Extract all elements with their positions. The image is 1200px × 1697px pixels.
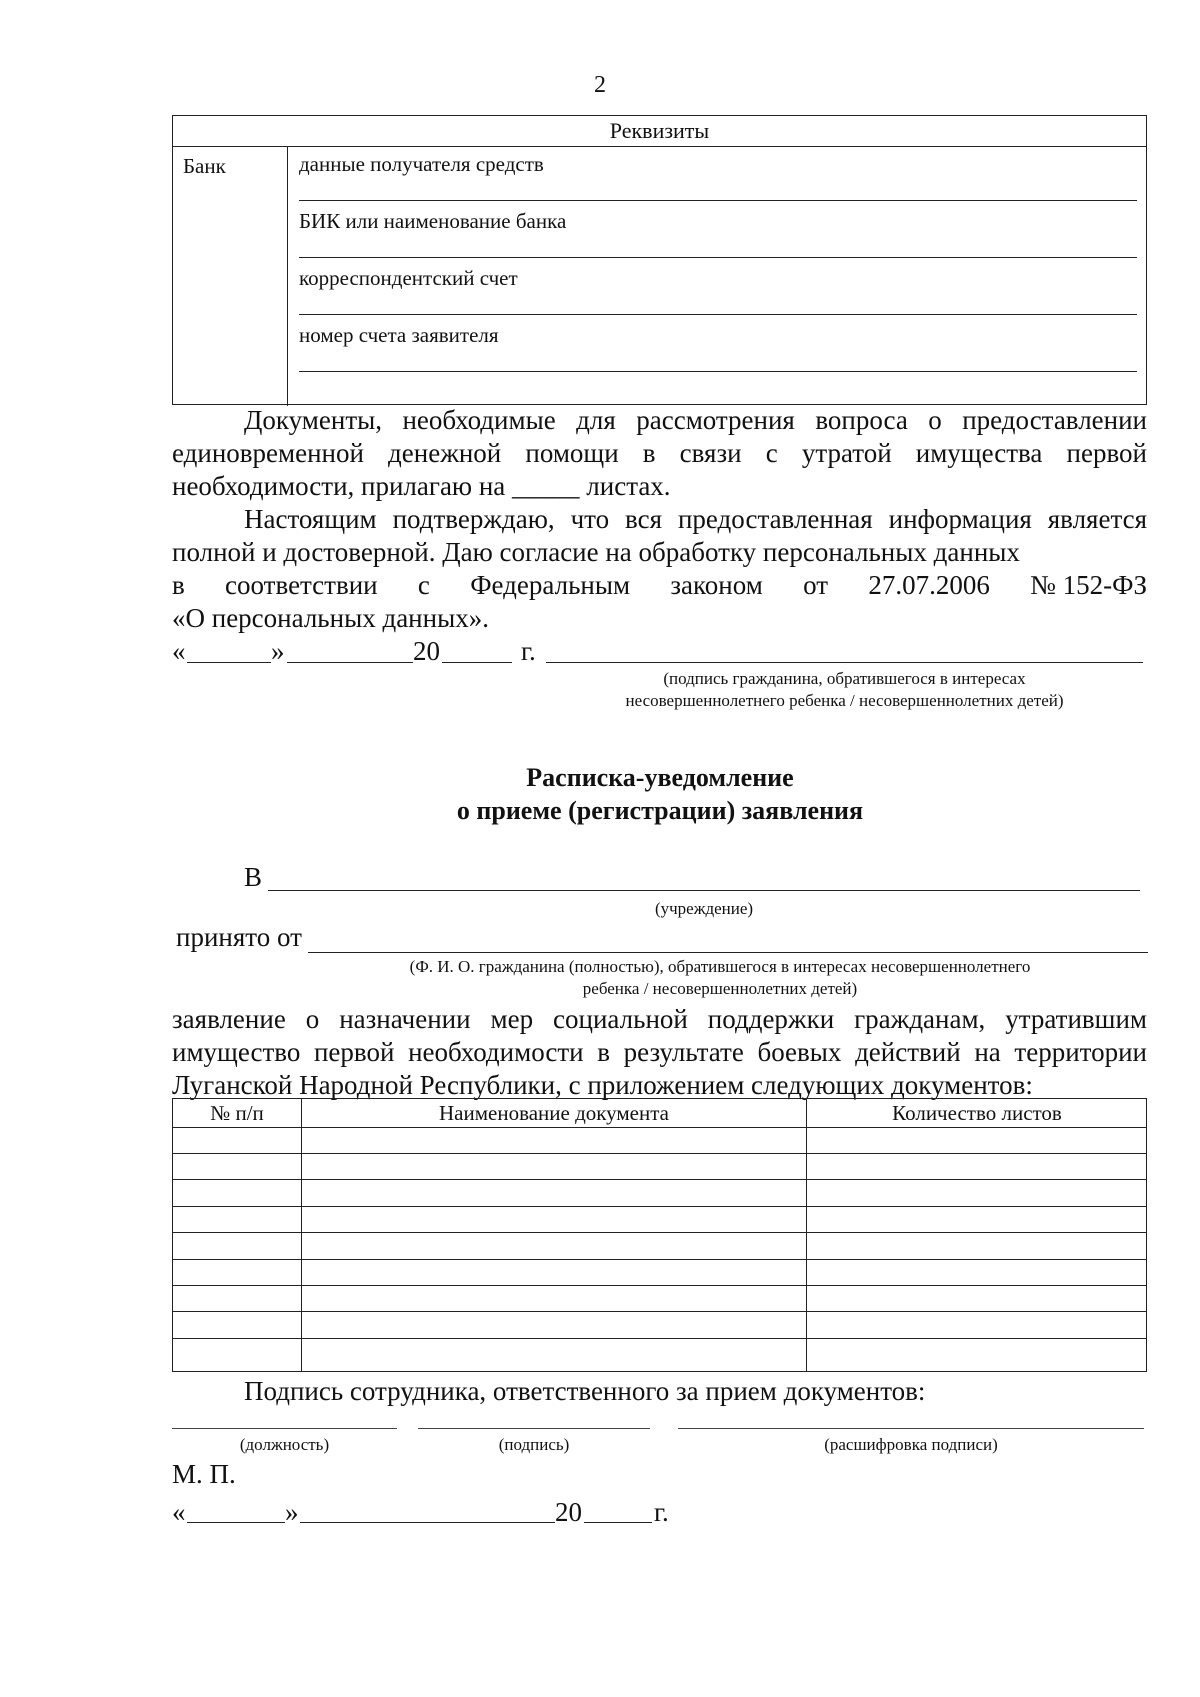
consent-text: Настоящим подтверждаю, что вся предоставленная информация является полной и достоверной. Даю согласие на обработку персональных данных [172, 504, 1147, 567]
requisites-divider [287, 146, 288, 406]
corr-account-label: корреспондентский счет [299, 266, 518, 290]
receipt-title [0, 761, 1200, 827]
table-cell[interactable] [302, 1179, 806, 1205]
caption-line: (подпись гражданина, обратившегося в интересах [663, 669, 1026, 688]
applicant-account-label: номер счета заявителя [299, 323, 499, 347]
consent-word: Федеральным [470, 570, 631, 600]
citizen-name-caption [300, 956, 1140, 1000]
recipient-data-field[interactable] [299, 200, 1137, 201]
table-cell[interactable] [807, 1338, 1147, 1364]
table-cell[interactable] [807, 1206, 1147, 1232]
position-caption: (должность) [239, 1435, 330, 1454]
table-cell[interactable] [173, 1311, 301, 1337]
consent-word: от [803, 570, 829, 600]
consent-word: с [417, 570, 430, 600]
stamp-place: М. П. [172, 1459, 236, 1489]
table-cell[interactable] [302, 1338, 806, 1364]
date-open-quote-1: « [172, 636, 186, 666]
table-cell[interactable] [807, 1179, 1147, 1205]
documents-text-end: листах. [586, 471, 671, 501]
table-cell[interactable] [173, 1179, 301, 1205]
consent-paragraph [172, 503, 1147, 569]
table-cell[interactable] [302, 1153, 806, 1179]
consent-law-line [172, 569, 1147, 602]
receipt-title-line1: Расписка-уведомление [526, 763, 794, 792]
citizen-name-field[interactable] [308, 952, 1148, 953]
date-close-quote-2: » [285, 1497, 299, 1527]
table-row[interactable] [173, 1285, 1146, 1311]
documents-text: Документы, необходимые для рассмотрения вопроса о предоставлении единовременной денежной помощи в связи с утратой имущества первой необходимости, прилагаю на [172, 405, 1147, 501]
consent-law-title: «О персональных данных». [172, 603, 489, 633]
table-row[interactable] [173, 1153, 1146, 1179]
consent-word: соответствии [225, 570, 378, 600]
day-field-2[interactable] [187, 1522, 285, 1523]
table-cell[interactable] [807, 1259, 1147, 1285]
day-field-1[interactable] [187, 662, 271, 663]
table-cell[interactable] [302, 1206, 806, 1232]
table-cell[interactable] [807, 1153, 1147, 1179]
table-cell[interactable] [173, 1206, 301, 1232]
institution-prefix: В [244, 862, 263, 892]
corr-account-field[interactable] [299, 314, 1137, 315]
date-close-quote-1: » [271, 636, 285, 666]
table-row[interactable] [173, 1179, 1146, 1205]
table-row[interactable] [173, 1206, 1146, 1232]
year-suffix-1: г. [521, 636, 536, 666]
table-row[interactable] [173, 1127, 1146, 1153]
table-row[interactable] [173, 1259, 1146, 1285]
caption-line: (Ф. И. О. гражданина (полностью), обратившегося в интересах несовершеннолетнего [409, 957, 1031, 976]
bik-field[interactable] [299, 257, 1137, 258]
sheet-count-blank[interactable]: _____ [512, 471, 580, 501]
law-date: 27.07.2006 [868, 570, 990, 600]
table-cell[interactable] [173, 1338, 301, 1364]
year-prefix-2: 20 [555, 1497, 582, 1527]
month-field-1[interactable] [287, 662, 413, 663]
table-cell[interactable] [302, 1311, 806, 1337]
signature-decoding-field[interactable] [678, 1428, 1144, 1429]
year-field-2[interactable] [584, 1522, 652, 1523]
column-header-number: № п/п [210, 1101, 264, 1125]
law-number: № 152-ФЗ [1030, 570, 1147, 600]
table-cell[interactable] [302, 1259, 806, 1285]
column-header-document-name: Наименование документа [439, 1101, 669, 1125]
accepted-from-prefix: принято от [176, 922, 302, 952]
page-number: 2 [594, 72, 606, 98]
year-field-1[interactable] [442, 662, 512, 663]
requisites-header: Реквизиты [173, 116, 1146, 147]
table-cell[interactable] [807, 1285, 1147, 1311]
application-line: Луганской Народной Республики, с приложением следующих документов: [172, 1070, 1033, 1100]
month-field-2[interactable] [300, 1522, 555, 1523]
caption-line: несовершеннолетнего ребенка / несовершеннолетних детей) [625, 691, 1064, 710]
table-cell[interactable] [173, 1127, 301, 1153]
date-open-quote-2: « [172, 1497, 186, 1527]
application-line: имущество первой необходимости в результате боевых действий на территории [172, 1037, 1147, 1067]
table-row[interactable] [173, 1338, 1146, 1364]
decoding-caption: (расшифровка подписи) [824, 1435, 998, 1454]
documents-paragraph [172, 404, 1147, 503]
table-cell[interactable] [302, 1285, 806, 1311]
table-cell[interactable] [173, 1259, 301, 1285]
year-prefix-1: 20 [413, 636, 440, 666]
year-suffix-2: г. [654, 1497, 669, 1527]
employee-signature-heading: Подпись сотрудника, ответственного за прием документов: [244, 1376, 926, 1406]
bik-label: БИК или наименование банка [299, 209, 567, 233]
requisites-table [172, 115, 1147, 405]
table-cell[interactable] [302, 1127, 806, 1153]
table-cell[interactable] [173, 1232, 301, 1258]
position-field[interactable] [172, 1428, 397, 1429]
citizen-signature-caption [546, 668, 1143, 712]
table-cell[interactable] [807, 1127, 1147, 1153]
application-paragraph [172, 1003, 1147, 1102]
institution-field[interactable] [268, 890, 1140, 891]
table-cell[interactable] [807, 1311, 1147, 1337]
consent-word: законом [670, 570, 763, 600]
table-row[interactable] [173, 1311, 1146, 1337]
receipt-title-line2: о приеме (регистрации) заявления [456, 796, 864, 825]
table-cell[interactable] [302, 1232, 806, 1258]
table-row[interactable] [173, 1232, 1146, 1258]
application-line: заявление о назначении мер социальной поддержки гражданам, утратившим [172, 1004, 1147, 1034]
table-cell[interactable] [807, 1232, 1147, 1258]
signature-field[interactable] [418, 1428, 650, 1429]
citizen-signature-field[interactable] [546, 662, 1143, 663]
bank-label: Банк [183, 154, 226, 178]
column-header-sheet-count: Количество листов [892, 1101, 1062, 1125]
table-cell[interactable] [173, 1153, 301, 1179]
applicant-account-field[interactable] [299, 371, 1137, 372]
recipient-data-label: данные получателя средств [299, 152, 544, 176]
signature-caption: (подпись) [498, 1435, 570, 1454]
documents-table [172, 1098, 1147, 1372]
consent-word: в [172, 570, 185, 600]
institution-caption: (учреждение) [654, 899, 754, 918]
table-cell[interactable] [173, 1285, 301, 1311]
caption-line: ребенка / несовершеннолетних детей) [582, 979, 858, 998]
